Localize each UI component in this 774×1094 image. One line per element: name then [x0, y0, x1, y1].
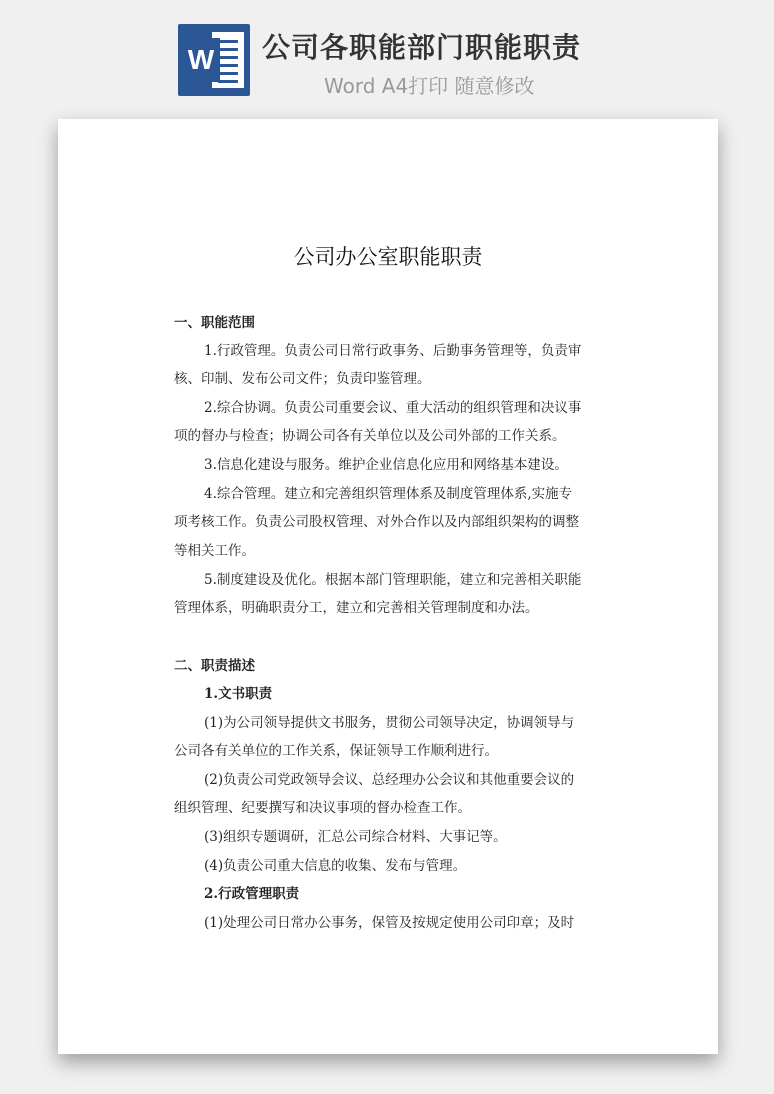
- paragraph-line: 3.信息化建设与服务。维护企业信息化应用和网络基本建设。: [204, 457, 568, 473]
- header-title: 公司各职能部门职能职责: [262, 31, 582, 64]
- document-title: 公司办公室职能职责: [293, 245, 483, 269]
- paragraph-line: 4.综合管理。建立和完善组织管理体系及制度管理体系,实施专: [204, 486, 573, 502]
- paragraph-line: 等相关工作。: [174, 543, 255, 559]
- paragraph-line: 项的督办与检查；协调公司各有关单位以及公司外部的工作关系。: [174, 428, 566, 444]
- word-letter: W: [182, 38, 220, 82]
- paragraph-line: 管理体系，明确职责分工，建立和完善相关管理制度和办法。: [174, 600, 539, 616]
- paragraph-line: 组织管理、纪要撰写和决议事项的督办检查工作。: [174, 800, 471, 816]
- section-heading: 2.行政管理职责: [204, 886, 300, 902]
- word-icon: [178, 24, 250, 96]
- paragraph-line: 核、印制、发布公司文件；负责印鉴管理。: [174, 371, 431, 387]
- paragraph-line: (1)处理公司日常办公事务，保管及按规定使用公司印章；及时: [204, 915, 575, 931]
- paragraph-line: 1.行政管理。负责公司日常行政事务、后勤事务管理等，负责审: [204, 343, 582, 359]
- section-heading: 二、职责描述: [174, 658, 255, 674]
- document-page: [58, 119, 718, 1054]
- section-heading: 1.文书职责: [204, 686, 273, 702]
- page-header: [0, 0, 774, 115]
- paragraph-line: (4)负责公司重大信息的收集、发布与管理。: [204, 858, 467, 874]
- paragraph-line: (3)组织专题调研，汇总公司综合材料、大事记等。: [204, 829, 507, 845]
- section-heading: 一、职能范围: [174, 315, 255, 331]
- header-subtitle: Word A4打印 随意修改: [324, 74, 535, 98]
- paragraph-line: 2.综合协调。负责公司重要会议、重大活动的组织管理和决议事: [204, 400, 582, 416]
- paragraph-line: 5.制度建设及优化。根据本部门管理职能，建立和完善相关职能: [204, 572, 582, 588]
- paragraph-line: (2)负责公司党政领导会议、总经理办公会议和其他重要会议的: [204, 772, 575, 788]
- paragraph-line: 项考核工作。负责公司股权管理、对外合作以及内部组织架构的调整: [174, 514, 579, 530]
- paragraph-line: (1)为公司领导提供文书服务，贯彻公司领导决定，协调领导与: [204, 715, 575, 731]
- paragraph-line: 公司各有关单位的工作关系，保证领导工作顺利进行。: [174, 743, 498, 759]
